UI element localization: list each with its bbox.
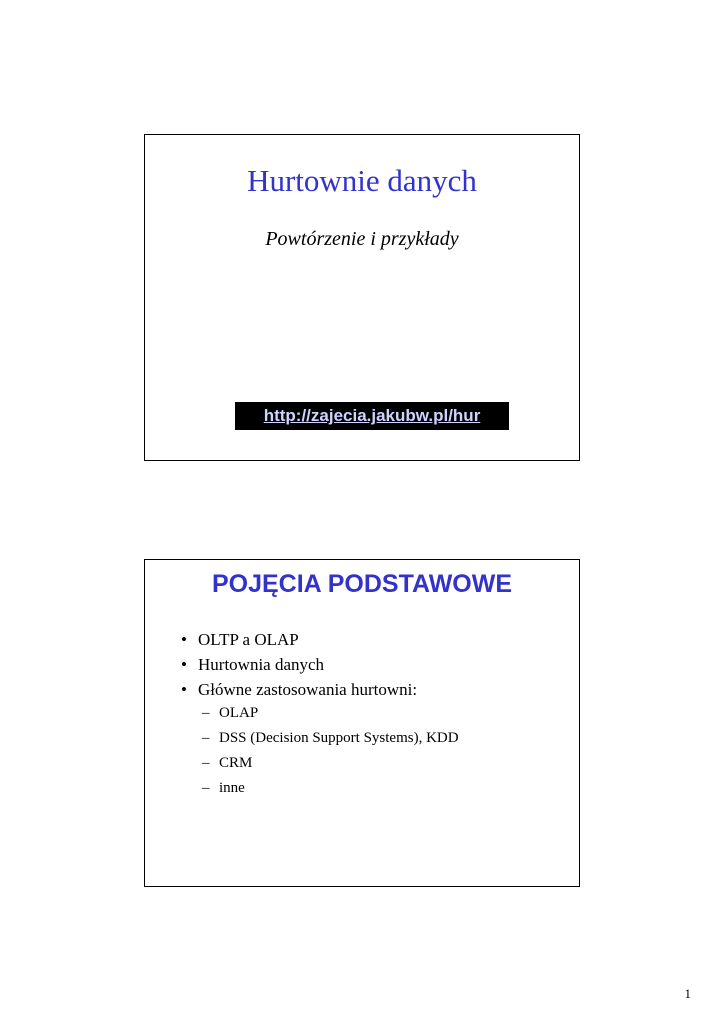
bullet-mark: • — [181, 655, 187, 674]
slide-2 — [144, 559, 580, 887]
page-number: 1 — [684, 986, 691, 1001]
bullet-text: Główne zastosowania hurtowni: — [198, 680, 418, 699]
sub-bullet-mark: – — [202, 755, 210, 771]
sub-bullet-text: CRM — [219, 755, 253, 771]
url-link[interactable]: http://zajecia.jakubw.pl/hur — [263, 406, 481, 425]
bullet-mark: • — [181, 680, 187, 699]
bullet-text: Hurtownia danych — [198, 655, 325, 674]
bullet-mark: • — [181, 630, 187, 649]
bullet-text: OLTP a OLAP — [198, 630, 299, 649]
sub-bullet-text: inne — [219, 780, 245, 796]
slide-1 — [144, 134, 580, 461]
sub-bullet-item — [202, 780, 459, 797]
sub-bullet-text: DSS (Decision Support Systems), KDD — [219, 730, 459, 746]
link-box — [235, 402, 509, 430]
sub-bullet-item — [202, 730, 459, 747]
bullet-item — [181, 680, 459, 699]
sub-bullet-item — [202, 755, 459, 772]
sub-bullet-mark: – — [202, 705, 210, 721]
bullet-item — [181, 655, 459, 674]
bullet-list — [181, 630, 459, 805]
bullet-item — [181, 630, 459, 649]
sub-bullet-mark: – — [202, 780, 210, 796]
slide-1-title: Hurtownie danych — [247, 163, 477, 198]
sub-bullet-text: OLAP — [219, 705, 259, 721]
sub-bullet-mark: – — [202, 730, 210, 746]
slide-2-title: POJĘCIA PODSTAWOWE — [211, 570, 513, 598]
slide-1-subtitle: Powtórzenie i przykłady — [265, 228, 459, 250]
sub-bullet-item — [202, 705, 459, 722]
